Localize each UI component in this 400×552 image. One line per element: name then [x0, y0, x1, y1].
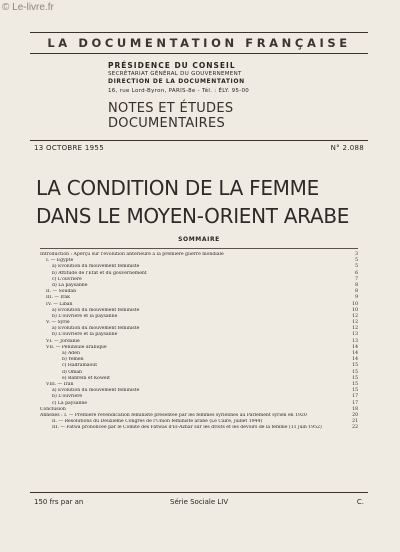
- toc-entry-page: 6: [355, 270, 358, 276]
- toc-entry-text: Annexes : I. — Première revendication féministe présentée par les femmes syriennes au Parlement syrien en 1920: [40, 412, 307, 418]
- toc-entry-text: b) Attitude de l'État et du gouvernement: [52, 270, 147, 276]
- toc-entry-text: c) Hadramaout: [62, 363, 98, 369]
- series-line-1: NOTES ET ÉTUDES: [108, 100, 234, 116]
- toc-entry-text: b) L'ouvrière: [52, 394, 83, 400]
- watermark: © Le-livre.fr: [2, 2, 54, 13]
- toc-entry-page: 10: [352, 307, 358, 313]
- title-line-1: LA CONDITION DE LA FEMME: [36, 176, 319, 200]
- presidence: PRÉSIDENCE DU CONSEIL: [108, 61, 236, 70]
- toc-entry: [40, 425, 358, 431]
- toc-entry-text: a) Évolution du mouvement féministe: [52, 264, 140, 270]
- document-page: [30, 26, 368, 522]
- toc-entry-text: V. — Syrie: [46, 320, 70, 326]
- toc-entry-text: Conclusion: [40, 406, 66, 412]
- toc-entry-text: d) La paysanne: [52, 282, 88, 288]
- toc-entry-page: 14: [352, 351, 358, 356]
- toc-entry-page: 10: [352, 301, 358, 307]
- toc-entry-page: 3: [355, 252, 358, 257]
- top-rule: [30, 32, 368, 33]
- issue-number: N° 2.088: [330, 144, 364, 152]
- toc-entry-page: 21: [352, 419, 358, 425]
- toc-entry-text: a) Évolution du mouvement féministe: [52, 326, 140, 332]
- masthead-rule: [30, 53, 368, 54]
- secretariat: SECRÉTARIAT GÉNÉRAL DU GOUVERNEMENT: [108, 71, 242, 78]
- direction: DIRECTION DE LA DOCUMENTATION: [108, 78, 245, 86]
- toc-entry-page: 5: [355, 264, 358, 270]
- corner-mark: C.: [356, 498, 364, 506]
- toc-entry-page: 9: [355, 295, 358, 301]
- series-label: Série Sociale LIV: [170, 498, 229, 506]
- toc-entry-page: 15: [352, 363, 358, 369]
- toc-entry-page: 22: [352, 425, 358, 431]
- toc-entry-text: VII. — Péninsule arabique: [46, 344, 107, 350]
- toc-entry-text: b) L'ouvrière et la paysanne: [52, 313, 118, 319]
- toc-entry-page: 8: [355, 282, 358, 288]
- toc-entry-text: c) La paysanne: [52, 400, 88, 406]
- document-title: [36, 174, 370, 230]
- series-line-2: DOCUMENTAIRES: [108, 115, 226, 131]
- toc-entry-text: II. — Résolutions du Deuxième Congrès de l'Union féministe arabe (Le Caire, juillet 1944): [52, 419, 263, 425]
- toc-entry-text: III. — Irak: [46, 295, 70, 301]
- toc-entry-text: a) Évolution du mouvement féministe: [52, 307, 140, 313]
- toc-entry-text: VI. — Jordanie: [46, 338, 80, 344]
- toc-entry-text: IV. — Liban: [46, 301, 73, 307]
- toc-entry-page: 15: [352, 381, 358, 387]
- toc-entry-text: Introduction : Aperçu sur l'évolution antérieure à la première guerre mondiale: [40, 252, 224, 257]
- toc-entry-text: II. — Soudan: [46, 289, 77, 295]
- toc-entry-page: 15: [352, 369, 358, 375]
- table-of-contents: [40, 248, 358, 431]
- title-line-2: DANS LE MOYEN-ORIENT ARABE: [36, 204, 350, 228]
- toc-entry-page: 15: [352, 388, 358, 394]
- toc-entry-page: 13: [352, 332, 358, 338]
- sommaire-heading: SOMMAIRE: [178, 236, 220, 243]
- toc-entry-page: 5: [355, 258, 358, 264]
- toc-entry-text: b) Yémen: [62, 357, 84, 363]
- toc-entry-page: 17: [352, 400, 358, 406]
- toc-entry-page: 12: [352, 313, 358, 319]
- toc-entry-text: c) L'ouvrière: [52, 276, 82, 282]
- toc-entry-page: 20: [352, 412, 358, 418]
- toc-entry-page: 13: [352, 338, 358, 344]
- date-rule: [30, 140, 368, 141]
- toc-entry-page: 12: [352, 320, 358, 326]
- toc-entry-text: VIII. — Iran: [46, 381, 74, 387]
- toc-entry-text: b) L'ouvrière et la paysanne: [52, 332, 118, 338]
- issuer-block: [108, 62, 308, 131]
- price: 150 frs par an: [34, 498, 84, 506]
- footer-rule: [30, 492, 368, 493]
- toc-entry-page: 14: [352, 357, 358, 363]
- masthead: LA DOCUMENTATION FRANÇAISE: [47, 36, 351, 50]
- toc-entry-page: 18: [352, 406, 358, 412]
- toc-entry-page: 14: [352, 344, 358, 350]
- toc-entry-page: 12: [352, 326, 358, 332]
- toc-entry-text: e) Bahrein et Koweït: [62, 375, 110, 381]
- toc-entry-page: 7: [355, 276, 358, 282]
- toc-entry-text: a) Aden: [62, 351, 80, 356]
- toc-entry-text: I. — Égypte: [46, 258, 74, 264]
- toc-entry-page: 15: [352, 375, 358, 381]
- toc-entry-text: III. — Fatwa prononcée par le Comité des Fatwas d'El-Azhar sur les droits et les devoirs de la femme (11 juin 1952): [52, 425, 322, 431]
- series-title: [108, 101, 308, 131]
- toc-entry-text: d) Oman: [62, 369, 83, 375]
- issue-date: 13 OCTOBRE 1955: [34, 144, 104, 152]
- toc-entry-page: 17: [352, 394, 358, 400]
- toc-entry-page: 8: [355, 289, 358, 295]
- toc-entry-text: a) Évolution du mouvement féministe: [52, 388, 140, 394]
- address: 16, rue Lord-Byron, PARIS-8e - Tél. : ÉLY. 95-00: [108, 87, 250, 94]
